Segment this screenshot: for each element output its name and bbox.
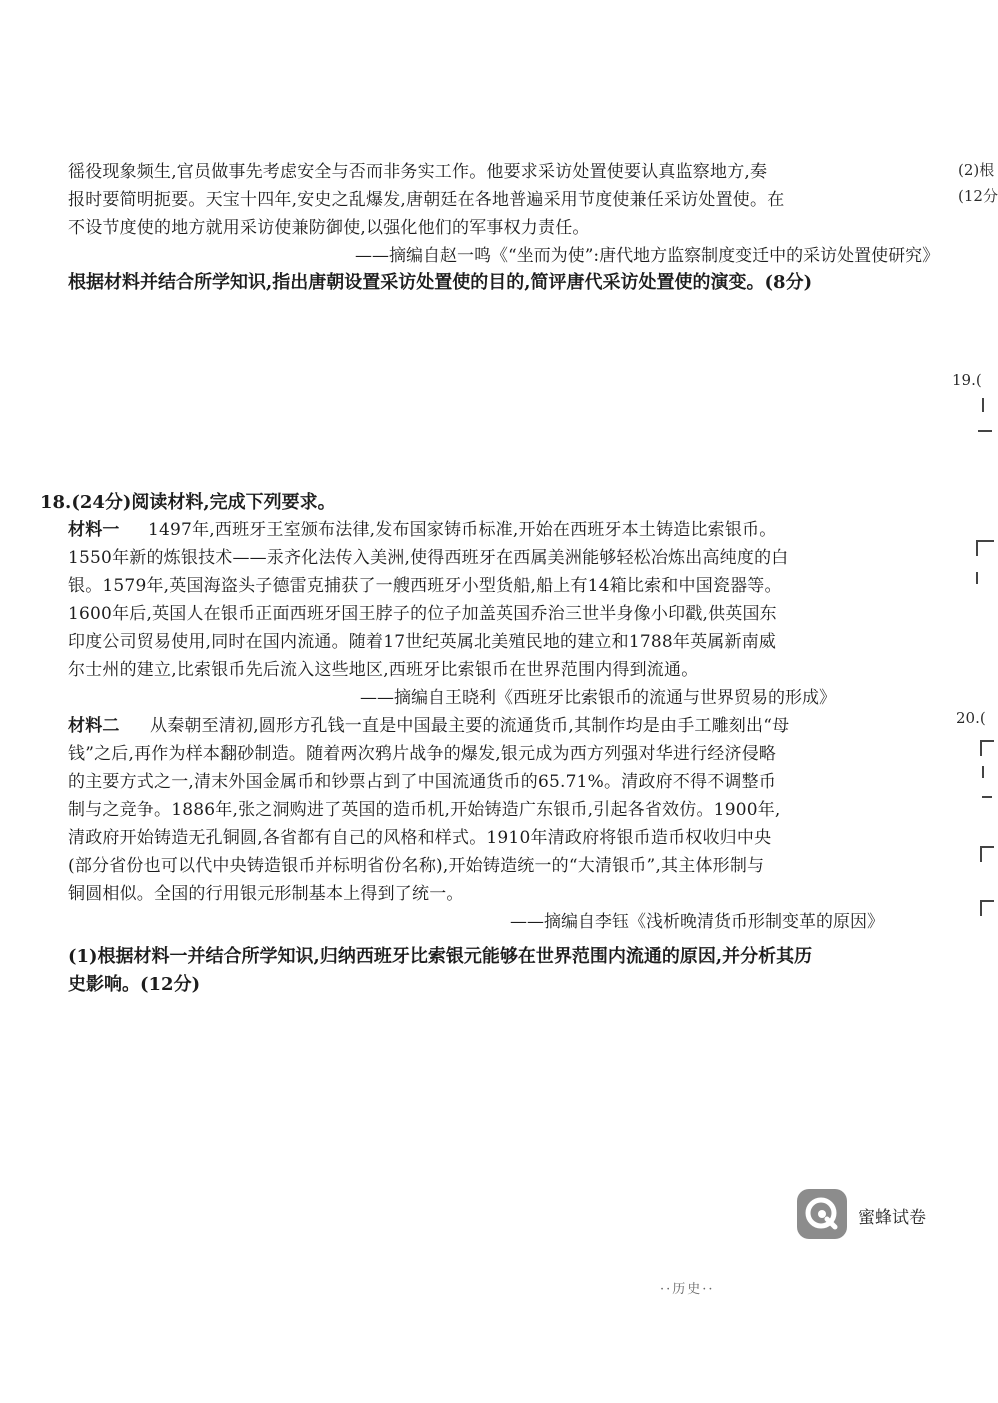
prev-material-line-1: 徭役现象频生,官员做事先考虑安全与否而非务实工作。他要求采访处置使要认真监察地方,奏 [68,162,768,182]
prev-material-source: ——摘编自赵一鸣《“坐而为使”:唐代地方监察制度变迁中的采访处置使研究》 [355,246,940,266]
edge-char-fragment [980,740,994,756]
edge-char-fragment [982,796,992,808]
edge-sub2: (2)根 [958,161,995,179]
edge-char-fragment [978,430,992,442]
edge-q19: 19.( [952,371,982,389]
edge-char-fragment [980,846,994,862]
material2-line-4: 制与之竞争。1886年,张之洞购进了英国的造币机,开始铸造广东银币,引起各省效仿。1900年, [68,800,781,820]
watermark-text: 蜜蜂试卷 [858,1208,926,1228]
material2-line-6: (部分省份也可以代中央铸造银币并标明省份名称),开始铸造统一的“大清银币”,其主体形制与 [68,856,765,876]
material1-source: ——摘编自王晓利《西班牙比索银币的流通与世界贸易的形成》 [360,688,836,708]
material2-line-1: 从秦朝至清初,圆形方孔钱一直是中国最主要的流通货币,其制作均是由手工雕刻出“母 [150,716,790,736]
material2-label: 材料二 [68,716,120,736]
prev-question: 根据材料并结合所学知识,指出唐朝设置采访处置使的目的,简评唐代采访处置使的演变。(8分) [68,272,813,293]
page-footer: ··历史·· [660,1282,715,1297]
prev-material-line-2: 报时要简明扼要。天宝十四年,安史之乱爆发,唐朝廷在各地普遍采用节度使兼任采访处置使。在 [68,190,785,210]
material1-line-5: 印度公司贸易使用,同时在国内流通。随着17世纪英属北美殖民地的建立和1788年英属新南威 [68,632,777,652]
bee-logo-icon [797,1189,847,1239]
material1-line-2: 1550年新的炼银技术——汞齐化法传入美洲,使得西班牙在西属美洲能够轻松冶炼出高纯度的白 [68,548,789,568]
material1-label: 材料一 [68,520,120,540]
material1-line-4: 1600年后,英国人在银币正面西班牙国王脖子的位子加盖英国乔治三世半身像小印戳,供英国东 [68,604,777,624]
prev-material-line-3: 不设节度使的地方就用采访使兼防御使,以强化他们的军事权力责任。 [68,218,590,238]
material2-line-2: 钱”之后,再作为样本翻砂制造。随着两次鸦片战争的爆发,银元成为西方列强对华进行经济侵略 [68,744,777,764]
q18-sub1-line-2: 史影响。(12分) [68,974,201,995]
material2-source: ——摘编自李钰《浅析晚清货币形制变革的原因》 [510,912,884,932]
edge-char-fragment [982,398,994,412]
material1-line-6: 尔士州的建立,比索银币先后流入这些地区,西班牙比索银币在世界范围内得到流通。 [68,660,699,680]
edge-sub2-score: (12分 [958,187,998,205]
material2-line-3: 的主要方式之一,清末外国金属币和钞票占到了中国流通货币的65.71%。清政府不得不调整币 [68,772,777,792]
q18-header: 18.(24分)阅读材料,完成下列要求。 [40,492,336,513]
edge-char-fragment [976,540,994,556]
edge-char-fragment [982,766,994,778]
material2-line-5: 清政府开始铸造无孔铜圆,各省都有自己的风格和样式。1910年清政府将银币造币权收归中央 [68,828,772,848]
edge-q20: 20.( [956,709,986,727]
material1-line-3: 银。1579年,英国海盗头子德雷克捕获了一艘西班牙小型货船,船上有14箱比索和中国瓷器等。 [68,576,782,596]
edge-char-fragment [976,572,994,584]
q18-sub1-line-1: (1)根据材料一并结合所学知识,归纳西班牙比索银元能够在世界范围内流通的原因,并分析其历 [68,946,813,967]
edge-char-fragment [980,900,994,916]
material2-line-7: 铜圆相似。全国的行用银元形制基本上得到了统一。 [68,884,464,904]
material1-line-1: 1497年,西班牙王室颁布法律,发布国家铸币标准,开始在西班牙本土铸造比索银币。 [148,520,777,540]
